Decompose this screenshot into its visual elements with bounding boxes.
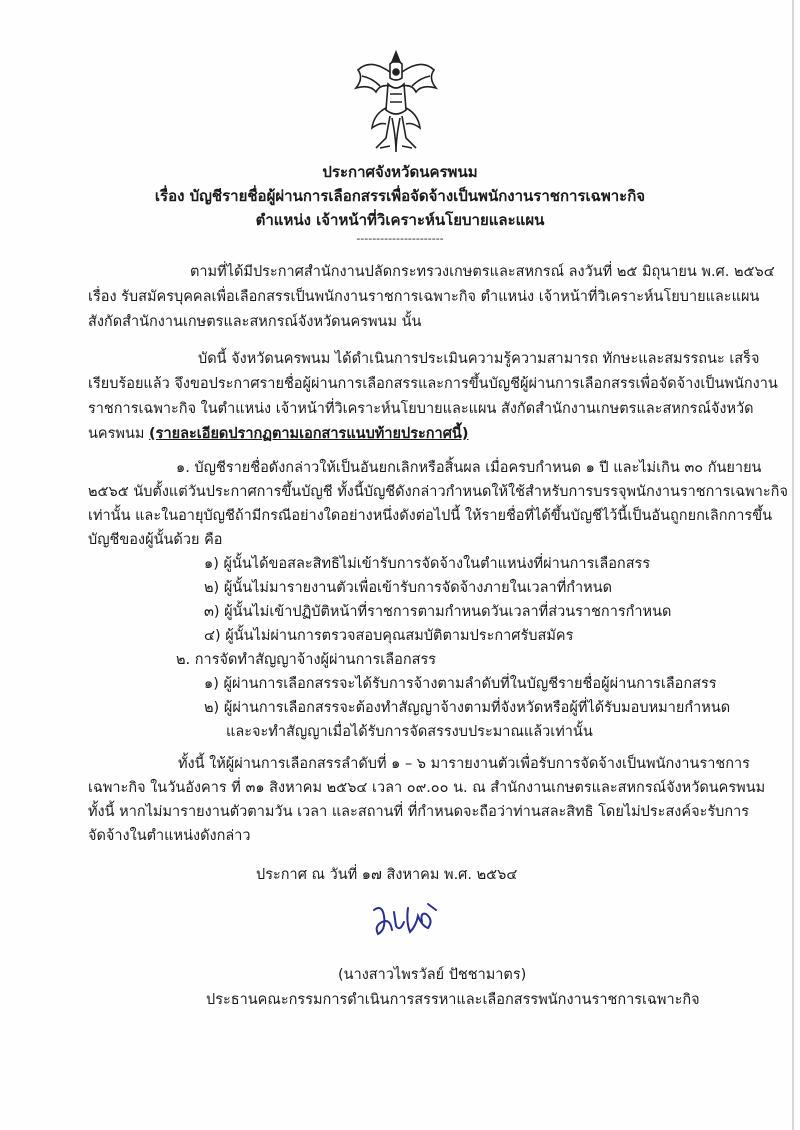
para2-line-2: เรียบร้อยแล้ว จึงขอประกาศรายชื่อผู้ผ่านการเลือกสรรและการขึ้นบัญชีผู้ผ่านการเลือกสรรเพื่อจัดจ้างเป็นพนักงาน [88,376,778,392]
announcement-date: ประกาศ ณ วันที่ ๑๗ สิงหาคม พ.ศ. ๒๕๖๔ [256,867,518,883]
attachment-note: (รายละเอียดปรากฏตามเอกสารแนบท้ายประกาศนี้) [149,426,469,442]
garuda-emblem-icon [350,48,442,156]
para2-line-4-prefix: นครพนม [88,426,150,442]
para3-line-2: เฉพาะกิจ ในวันอังคาร ที่ ๓๑ สิงหาคม ๒๕๖๔ เวลา ๐๙.๐๐ น. ณ สำนักงานเกษตรและสหกรณ์จังหวัดนครพนม [88,780,766,796]
item2-sub-2-cont: และจะทำสัญญาเมื่อได้รับการจัดสรรงบประมาณแล้วเท่านั้น [226,724,593,740]
divider: ---------------------- [356,232,444,245]
item1-line-3: เท่านั้น และในอายุบัญชีถ้ามีกรณีอย่างใดอย่างหนึ่งดังต่อไปนี้ ให้รายชื่อที่ได้ขึ้นบัญชีไว้นี้เป็นอันถูกยกเลิกการขึ้น [88,508,773,524]
position-line: ตำแหน่ง เจ้าหน้าที่วิเคราะห์นโยบายและแผน [255,211,545,229]
para2-line-3: ราชการเฉพาะกิจ ในตำแหน่ง เจ้าหน้าที่วิเคราะห์นโยบายและแผน สังกัดสำนักงานเกษตรและสหกรณ์จังหวัด [88,401,754,417]
item1-sub-3: ๓) ผู้นั้นไม่เข้าปฏิบัติหน้าที่ราชการตามกำหนดวันเวลาที่ส่วนราชการกำหนด [204,604,672,620]
item1-line-2: ๒๕๖๕ นับตั้งแต่วันประกาศการขึ้นบัญชี ทั้งนี้บัญชีดังกล่าวกำหนดให้ใช้สำหรับการบรรจุพนักงานราชการเฉพาะกิจ [88,484,788,500]
issuer-title: ประกาศจังหวัดนครพนม [322,163,478,181]
para1-line-3: สังกัดสำนักงานเกษตรและสหกรณ์จังหวัดนครพนม นั้น [88,314,422,330]
item2-sub-2: ๒) ผู้ผ่านการเลือกสรรจะต้องทำสัญญาจ้างตามที่จังหวัดหรือผู้ที่ได้รับมอบหมายกำหนด [204,700,731,716]
para1-line-2: เรื่อง รับสมัครบุคคลเพื่อเลือกสรรเป็นพนักงานราชการเฉพาะกิจ ตำแหน่ง เจ้าหน้าที่วิเคราะห์นโยบายและแผน [88,289,760,305]
para3-line-1: ทั้งนี้ ให้ผู้ผ่านการเลือกสรรลำดับที่ ๑ – ๖ มารายงานตัวเพื่อรับการจัดจ้างเป็นพนักงานราชการ [178,756,750,772]
signer-title: ประธานคณะกรรมการดำเนินการสรรหาและเลือกสรรพนักงานราชการเฉพาะกิจ [206,992,700,1008]
signer-name: (นางสาวไพรวัลย์ ปัชชามาตร) [338,967,527,983]
item2-heading: ๒. การจัดทำสัญญาจ้างผู้ผ่านการเลือกสรร [176,652,437,668]
item1-sub-1: ๑) ผู้นั้นได้ขอสละสิทธิไม่เข้ารับการจัดจ้างในตำแหน่งที่ผ่านการเลือกสรร [204,556,651,572]
para2-line-4 [88,424,468,444]
para1-line-1: ตามที่ได้มีประกาศสำนักงานปลัดกระทรวงเกษตรและสหกรณ์ ลงวันที่ ๒๕ มิถุนายน พ.ศ. ๒๕๖๔ [190,264,775,280]
para3-line-3: ทั้งนี้ หากไม่มารายงานตัวตามวัน เวลา และสถานที่ ที่กำหนดจะถือว่าท่านสละสิทธิ โดยไม่ประสงค์จะรับการ [88,804,750,820]
subject-line: เรื่อง บัญชีรายชื่อผู้ผ่านการเลือกสรรเพื่อจัดจ้างเป็นพนักงานราชการเฉพาะกิจ [154,187,646,205]
para2-line-1: บัดนี้ จังหวัดนครพนม ได้ดำเนินการประเมินความรู้ความสามารถ ทักษะและสมรรถนะ เสร็จ [198,351,760,367]
signature-icon [368,896,448,946]
para3-line-4: จัดจ้างในตำแหน่งดังกล่าว [88,828,251,844]
item1-sub-2: ๒) ผู้นั้นไม่มารายงานตัวเพื่อเข้ารับการจัดจ้างภายในเวลาที่กำหนด [204,580,613,596]
item1-sub-4: ๔) ผู้นั้นไม่ผ่านการตรวจสอบคุณสมบัติตามประกาศรับสมัคร [204,628,574,644]
item2-sub-1: ๑) ผู้ผ่านการเลือกสรรจะได้รับการจ้างตามลำดับที่ในบัญชีรายชื่อผู้ผ่านการเลือกสรร [204,676,717,692]
item1-line-1: ๑. บัญชีรายชื่อดังกล่าวให้เป็นอันยกเลิกหรือสิ้นผล เมื่อครบกำหนด ๑ ปี และไม่เกิน ๓๐ กันยายน [176,460,762,476]
item1-line-4: บัญชีของผู้นั้นด้วย คือ [88,532,223,548]
